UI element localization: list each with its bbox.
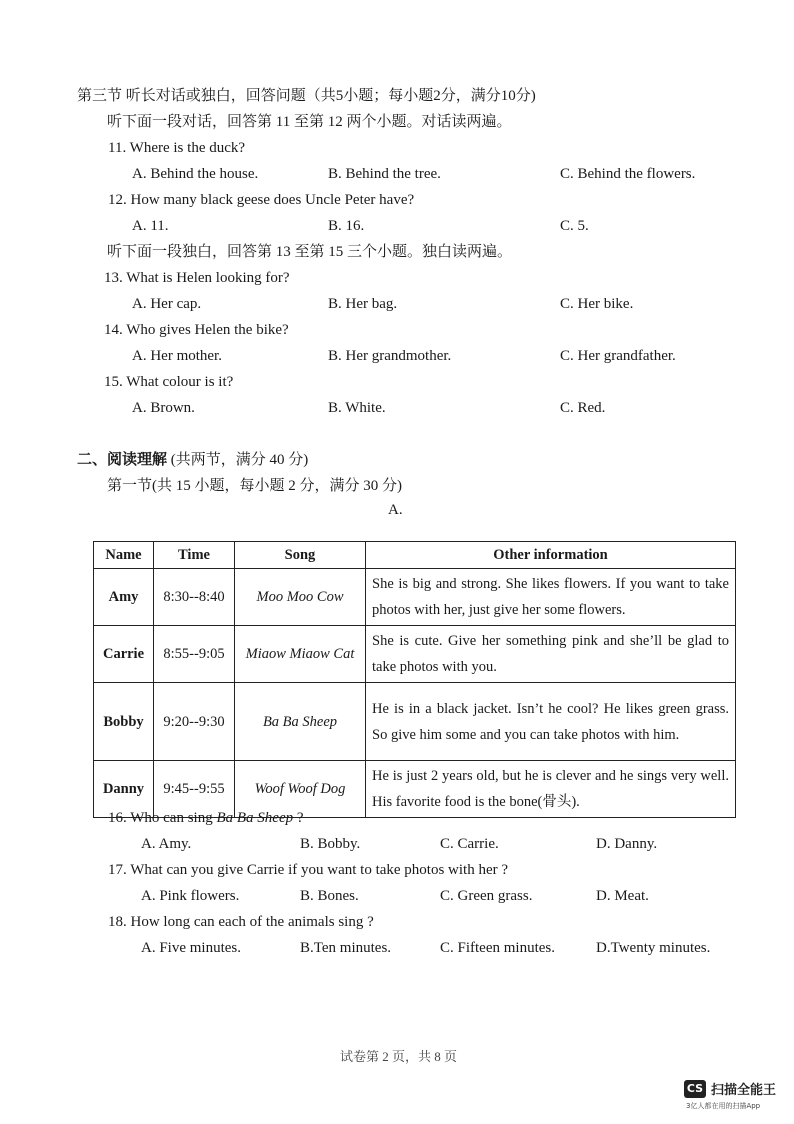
q13-option-c: C. Her bike.	[560, 296, 634, 312]
q16-option-c: C. Carrie.	[440, 836, 499, 852]
q18-option-a: A. Five minutes.	[141, 940, 241, 956]
section3-instruction-1: 听下面一段对话，回答第 11 至第 12 两个小题。对话读两遍。	[107, 114, 512, 130]
q13-option-b: B. Her bag.	[328, 296, 398, 312]
cell-info: He is in a black jacket. Isn’t he cool? He likes green grass. So give him some and you can take photos with him.	[366, 683, 736, 761]
question-17: 17. What can you give Carrie if you want to take photos with her ?	[108, 862, 509, 878]
q12-option-a: A. 11.	[132, 218, 169, 234]
header-name: Name	[94, 542, 154, 569]
q14-option-c: C. Her grandfather.	[560, 348, 676, 364]
q12-option-c: C. 5.	[560, 218, 589, 234]
cell-song: Moo Moo Cow	[235, 569, 366, 626]
q16-end: ?	[293, 810, 304, 826]
q11-option-c: C. Behind the flowers.	[560, 166, 696, 182]
q18-option-c: C. Fifteen minutes.	[440, 940, 555, 956]
q11-option-a: A. Behind the house.	[132, 166, 259, 182]
cell-info: He is just 2 years old, but he is clever and he sings very well. His favorite food is the bone(骨头).	[366, 761, 736, 818]
page-footer: 试卷第 2 页，共 8 页	[340, 1049, 458, 1064]
q17-option-d: D. Meat.	[596, 888, 649, 904]
cell-name: Bobby	[94, 683, 154, 761]
header-song: Song	[235, 542, 366, 569]
table-row	[94, 683, 736, 761]
q16-text: 16. Who can sing	[108, 810, 217, 826]
schedule-table	[93, 541, 736, 818]
cell-time: 8:55--9:05	[154, 626, 235, 683]
q17-option-c: C. Green grass.	[440, 888, 533, 904]
question-11: 11. Where is the duck?	[108, 140, 246, 156]
header-time: Time	[154, 542, 235, 569]
question-15: 15. What colour is it?	[104, 374, 234, 390]
section3-instruction-2: 听下面一段独白，回答第 13 至第 15 三个小题。独白读两遍。	[107, 244, 513, 260]
part2-heading-note: (共两节，满分 40 分)	[167, 452, 309, 468]
table-row	[94, 626, 736, 683]
cell-song: Miaow Miaow Cat	[235, 626, 366, 683]
q16-option-b: B. Bobby.	[300, 836, 361, 852]
q16-option-a: A. Amy.	[141, 836, 192, 852]
header-other-information: Other information	[366, 542, 736, 569]
q18-option-b: B.Ten minutes.	[300, 940, 392, 956]
q17-option-a: A. Pink flowers.	[141, 888, 240, 904]
table-row	[94, 569, 736, 626]
scanner-app-name: 扫描全能王	[711, 1083, 777, 1098]
cell-name: Danny	[94, 761, 154, 818]
passage-label: A.	[388, 502, 403, 518]
cell-song: Ba Ba Sheep	[235, 683, 366, 761]
part2-heading-title: 二、阅读理解	[77, 452, 168, 468]
cell-info: She is big and strong. She likes flowers. If you want to take photos with her, just give her some flowers.	[366, 569, 736, 626]
q14-option-b: B. Her grandmother.	[328, 348, 452, 364]
q17-option-b: B. Bones.	[300, 888, 359, 904]
cell-name: Amy	[94, 569, 154, 626]
q15-option-a: A. Brown.	[132, 400, 195, 416]
table-header-row	[94, 542, 736, 569]
scanner-tagline: 3亿人都在用的扫描App	[686, 1102, 761, 1110]
q11-option-b: B. Behind the tree.	[328, 166, 441, 182]
cell-name: Carrie	[94, 626, 154, 683]
question-18: 18. How long can each of the animals sing ?	[108, 914, 374, 930]
part2-subsection: 第一节(共 15 小题，每小题 2 分，满分 30 分)	[107, 478, 402, 494]
q14-option-a: A. Her mother.	[132, 348, 222, 364]
q12-option-b: B. 16.	[328, 218, 365, 234]
q15-option-b: B. White.	[328, 400, 386, 416]
q16-option-d: D. Danny.	[596, 836, 658, 852]
question-14: 14. Who gives Helen the bike?	[104, 322, 289, 338]
q13-option-a: A. Her cap.	[132, 296, 202, 312]
q15-option-c: C. Red.	[560, 400, 606, 416]
cell-info: She is cute. Give her something pink and she’ll be glad to take photos with you.	[366, 626, 736, 683]
q18-option-d: D.Twenty minutes.	[596, 940, 711, 956]
cell-time: 8:30--8:40	[154, 569, 235, 626]
q16-song-title: Ba Ba Sheep	[216, 810, 294, 826]
question-16	[108, 808, 304, 828]
cell-time: 9:45--9:55	[154, 761, 235, 818]
scanner-watermark	[684, 1079, 776, 1098]
cell-song: Woof Woof Dog	[235, 761, 366, 818]
question-12: 12. How many black geese does Uncle Peter have?	[108, 192, 415, 208]
part2-heading	[77, 450, 308, 470]
section3-heading: 第三节 听长对话或独白，回答问题（共5小题；每小题2分，满分10分)	[77, 88, 536, 104]
cell-time: 9:20--9:30	[154, 683, 235, 761]
question-13: 13. What is Helen looking for?	[104, 270, 290, 286]
scanner-logo-icon: CS	[684, 1080, 706, 1098]
